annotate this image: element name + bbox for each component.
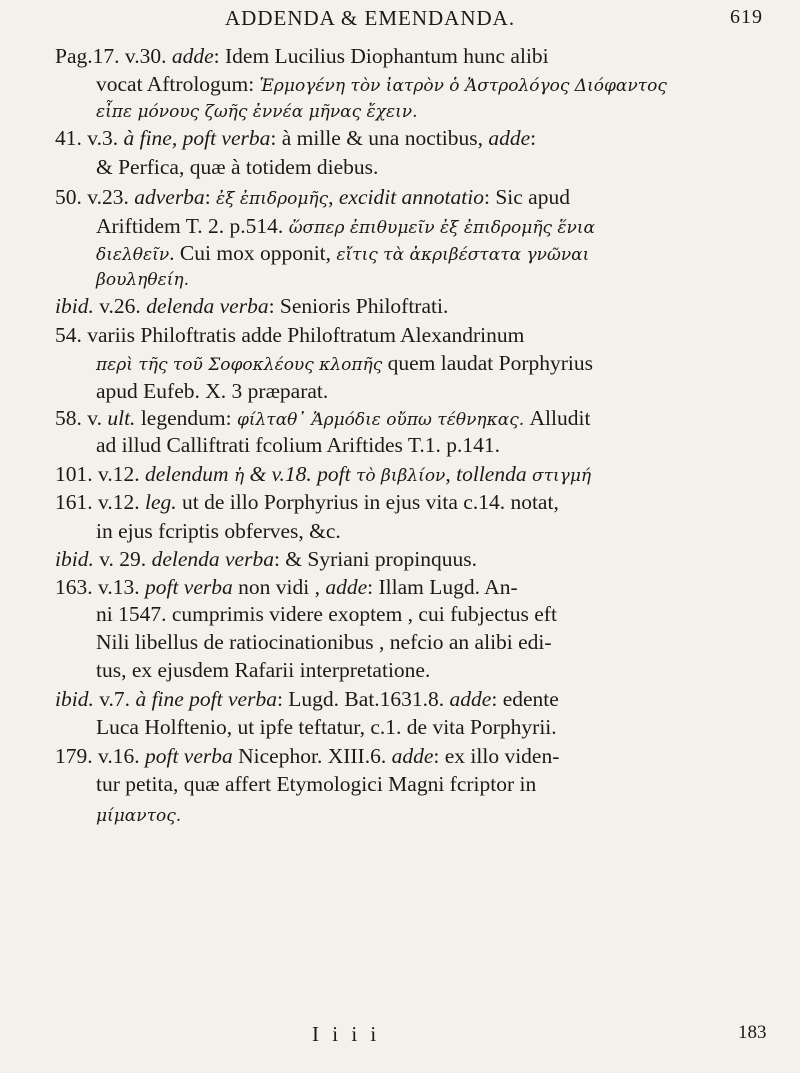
text-segment: & Perfica, quæ à totidem diebus. [96, 155, 379, 179]
text-segment: 179. v.16. [55, 744, 145, 768]
greek-text: διελθεῖν [96, 245, 170, 265]
italic-text: tollenda [456, 462, 527, 486]
text-line [96, 770, 536, 798]
text-segment: legendum: [135, 406, 237, 430]
text-segment: , [445, 462, 457, 486]
italic-text: adde [325, 575, 368, 599]
text-segment: , [328, 185, 339, 209]
text-segment: Ariftidem T. 2. p.514. [96, 214, 289, 238]
text-line [55, 573, 518, 601]
text-segment: 58. v. [55, 406, 108, 430]
text-line [55, 183, 570, 213]
text-segment: tus, ex ejusdem Rafarii interpretatione. [96, 658, 431, 682]
text-segment: v.7. [93, 687, 136, 711]
text-line [55, 685, 559, 713]
text-segment: apud Eufeb. X. 3 præparat. [96, 379, 329, 403]
text-segment: : Sic apud [483, 185, 570, 209]
text-line [96, 377, 328, 405]
text-line [96, 517, 341, 545]
signature-mark: I i i i [312, 1022, 381, 1046]
text-segment: 54. variis Philoftratis adde Philoftratum Alexandrinum [55, 323, 525, 347]
text-segment: quem laudat Porphyrius [382, 351, 594, 375]
text-line [96, 153, 378, 181]
text-line [96, 800, 181, 830]
catchword: 183 [738, 1022, 767, 1043]
italic-text: adde [171, 44, 214, 68]
text-segment: : Idem Lucilius Diophantum hunc alibi [213, 44, 549, 68]
text-line [96, 600, 557, 628]
italic-text: ibid. [55, 547, 94, 571]
greek-text: βουληθείη. [96, 270, 189, 290]
greek-text: ἡ [233, 466, 245, 486]
text-segment: v. 29. [93, 547, 152, 571]
italic-text: poft verba [144, 744, 233, 768]
greek-text: εἶπε μόνους ζωῆς ἐννέα μῆνας ἔχειν. [96, 102, 418, 122]
italic-text: adverba [134, 185, 205, 209]
text-line [96, 212, 595, 242]
running-header [0, 6, 800, 34]
text-segment: ut de illo Porphyrius in ejus vita c.14. notat, [176, 490, 559, 514]
greek-text: ἐξ ἐπιδρομῆς [216, 189, 329, 209]
text-line [55, 742, 559, 770]
text-segment: Alludit [524, 406, 591, 430]
italic-text: delenda verba [146, 294, 269, 318]
text-line [55, 42, 549, 70]
italic-text: delendum [144, 462, 229, 486]
text-segment: : Senioris Philoftrati. [268, 294, 449, 318]
italic-text: adde [391, 744, 434, 768]
greek-text: μίμαντος. [96, 806, 182, 826]
text-segment: : Lugd. Bat.1631.8. [276, 687, 450, 711]
greek-text: εἴτις τὰ ἀκριβέστατα γνῶναι [336, 245, 590, 265]
text-line [96, 656, 430, 684]
text-segment: 50. v.23. [55, 185, 135, 209]
text-segment: vocat Aftrologum: [96, 72, 260, 96]
text-segment: Luca Holftenio, ut ipfe teftatur, c.1. de vita Porphyrii. [96, 715, 557, 739]
text-line [55, 488, 559, 516]
text-segment: ad illud Calliftrati fcolium Ariftides T.1. p.141. [96, 433, 501, 457]
text-line [55, 292, 448, 320]
page-number: 619 [730, 6, 763, 28]
italic-text: ult. [107, 406, 136, 430]
text-line [55, 545, 477, 573]
text-line [96, 264, 189, 294]
text-segment: : [204, 185, 217, 209]
text-segment: Nicephor. XIII.6. [232, 744, 392, 768]
text-segment: 101. v.12. [55, 462, 145, 486]
text-segment: : Illam Lugd. An- [367, 575, 518, 599]
italic-text: leg. [144, 490, 177, 514]
italic-text: à fine, poft verba [123, 126, 271, 150]
text-segment: in ejus fcriptis obferves, &c. [96, 519, 341, 543]
text-line [96, 349, 593, 379]
text-segment: 41. v.3. [55, 126, 124, 150]
text-segment: non vidi , [232, 575, 326, 599]
italic-text: adde [449, 687, 492, 711]
italic-text: delenda verba [151, 547, 274, 571]
text-segment: Nili libellus de ratiocinationibus , nefcio an alibi edi- [96, 630, 552, 654]
text-segment: 161. v.12. [55, 490, 145, 514]
text-line [96, 96, 418, 126]
text-segment: : [530, 126, 537, 150]
text-segment: 163. v.13. [55, 575, 145, 599]
italic-text: excidit annotatio [338, 185, 484, 209]
header-title: ADDENDA & EMENDANDA. [225, 6, 516, 30]
greek-text: στιγμή [531, 466, 592, 486]
text-segment: : à mille & una noctibus, [270, 126, 489, 150]
text-segment: v.26. [93, 294, 147, 318]
italic-text: poft verba [144, 575, 233, 599]
greek-text: Ἑρμογένη τὸν ἰατρὸν ὁ Ἀστρολόγος Διόφαντος [259, 76, 667, 96]
text-line [55, 321, 524, 349]
text-segment: . Cui mox opponit, [169, 241, 337, 265]
text-segment: ni 1547. cumprimis videre exoptem , cui fubjectus eft [96, 602, 557, 626]
text-line [55, 124, 536, 152]
text-segment: : edente [491, 687, 559, 711]
greek-text: τὸ βιβλίον [356, 466, 446, 486]
text-segment: : & Syriani propinquus. [273, 547, 478, 571]
text-line [96, 431, 500, 459]
text-segment: Pag.17. v.30. [55, 44, 172, 68]
greek-text: φίλταθ᾽ Ἁρμόδιε οὔπω τέθνηκας. [236, 410, 525, 430]
text-segment: tur petita, quæ affert Etymologici Magni fcriptor in [96, 772, 537, 796]
greek-text: περὶ τῆς τοῦ Σοφοκλέους κλοπῆς [96, 355, 383, 375]
text-line [55, 460, 591, 490]
text-line [96, 713, 557, 741]
italic-text: ibid. [55, 687, 94, 711]
italic-text: adde [488, 126, 531, 150]
text-line [55, 404, 590, 434]
italic-text: à fine poft verba [135, 687, 277, 711]
text-line [96, 628, 552, 656]
italic-text: & v.18. poft [249, 462, 351, 486]
italic-text: ibid. [55, 294, 94, 318]
greek-text: ὥσπερ ἐπιθυμεῖν ἐξ ἐπιδρομῆς ἕνια [288, 218, 596, 238]
text-segment: : ex illo viden- [433, 744, 560, 768]
